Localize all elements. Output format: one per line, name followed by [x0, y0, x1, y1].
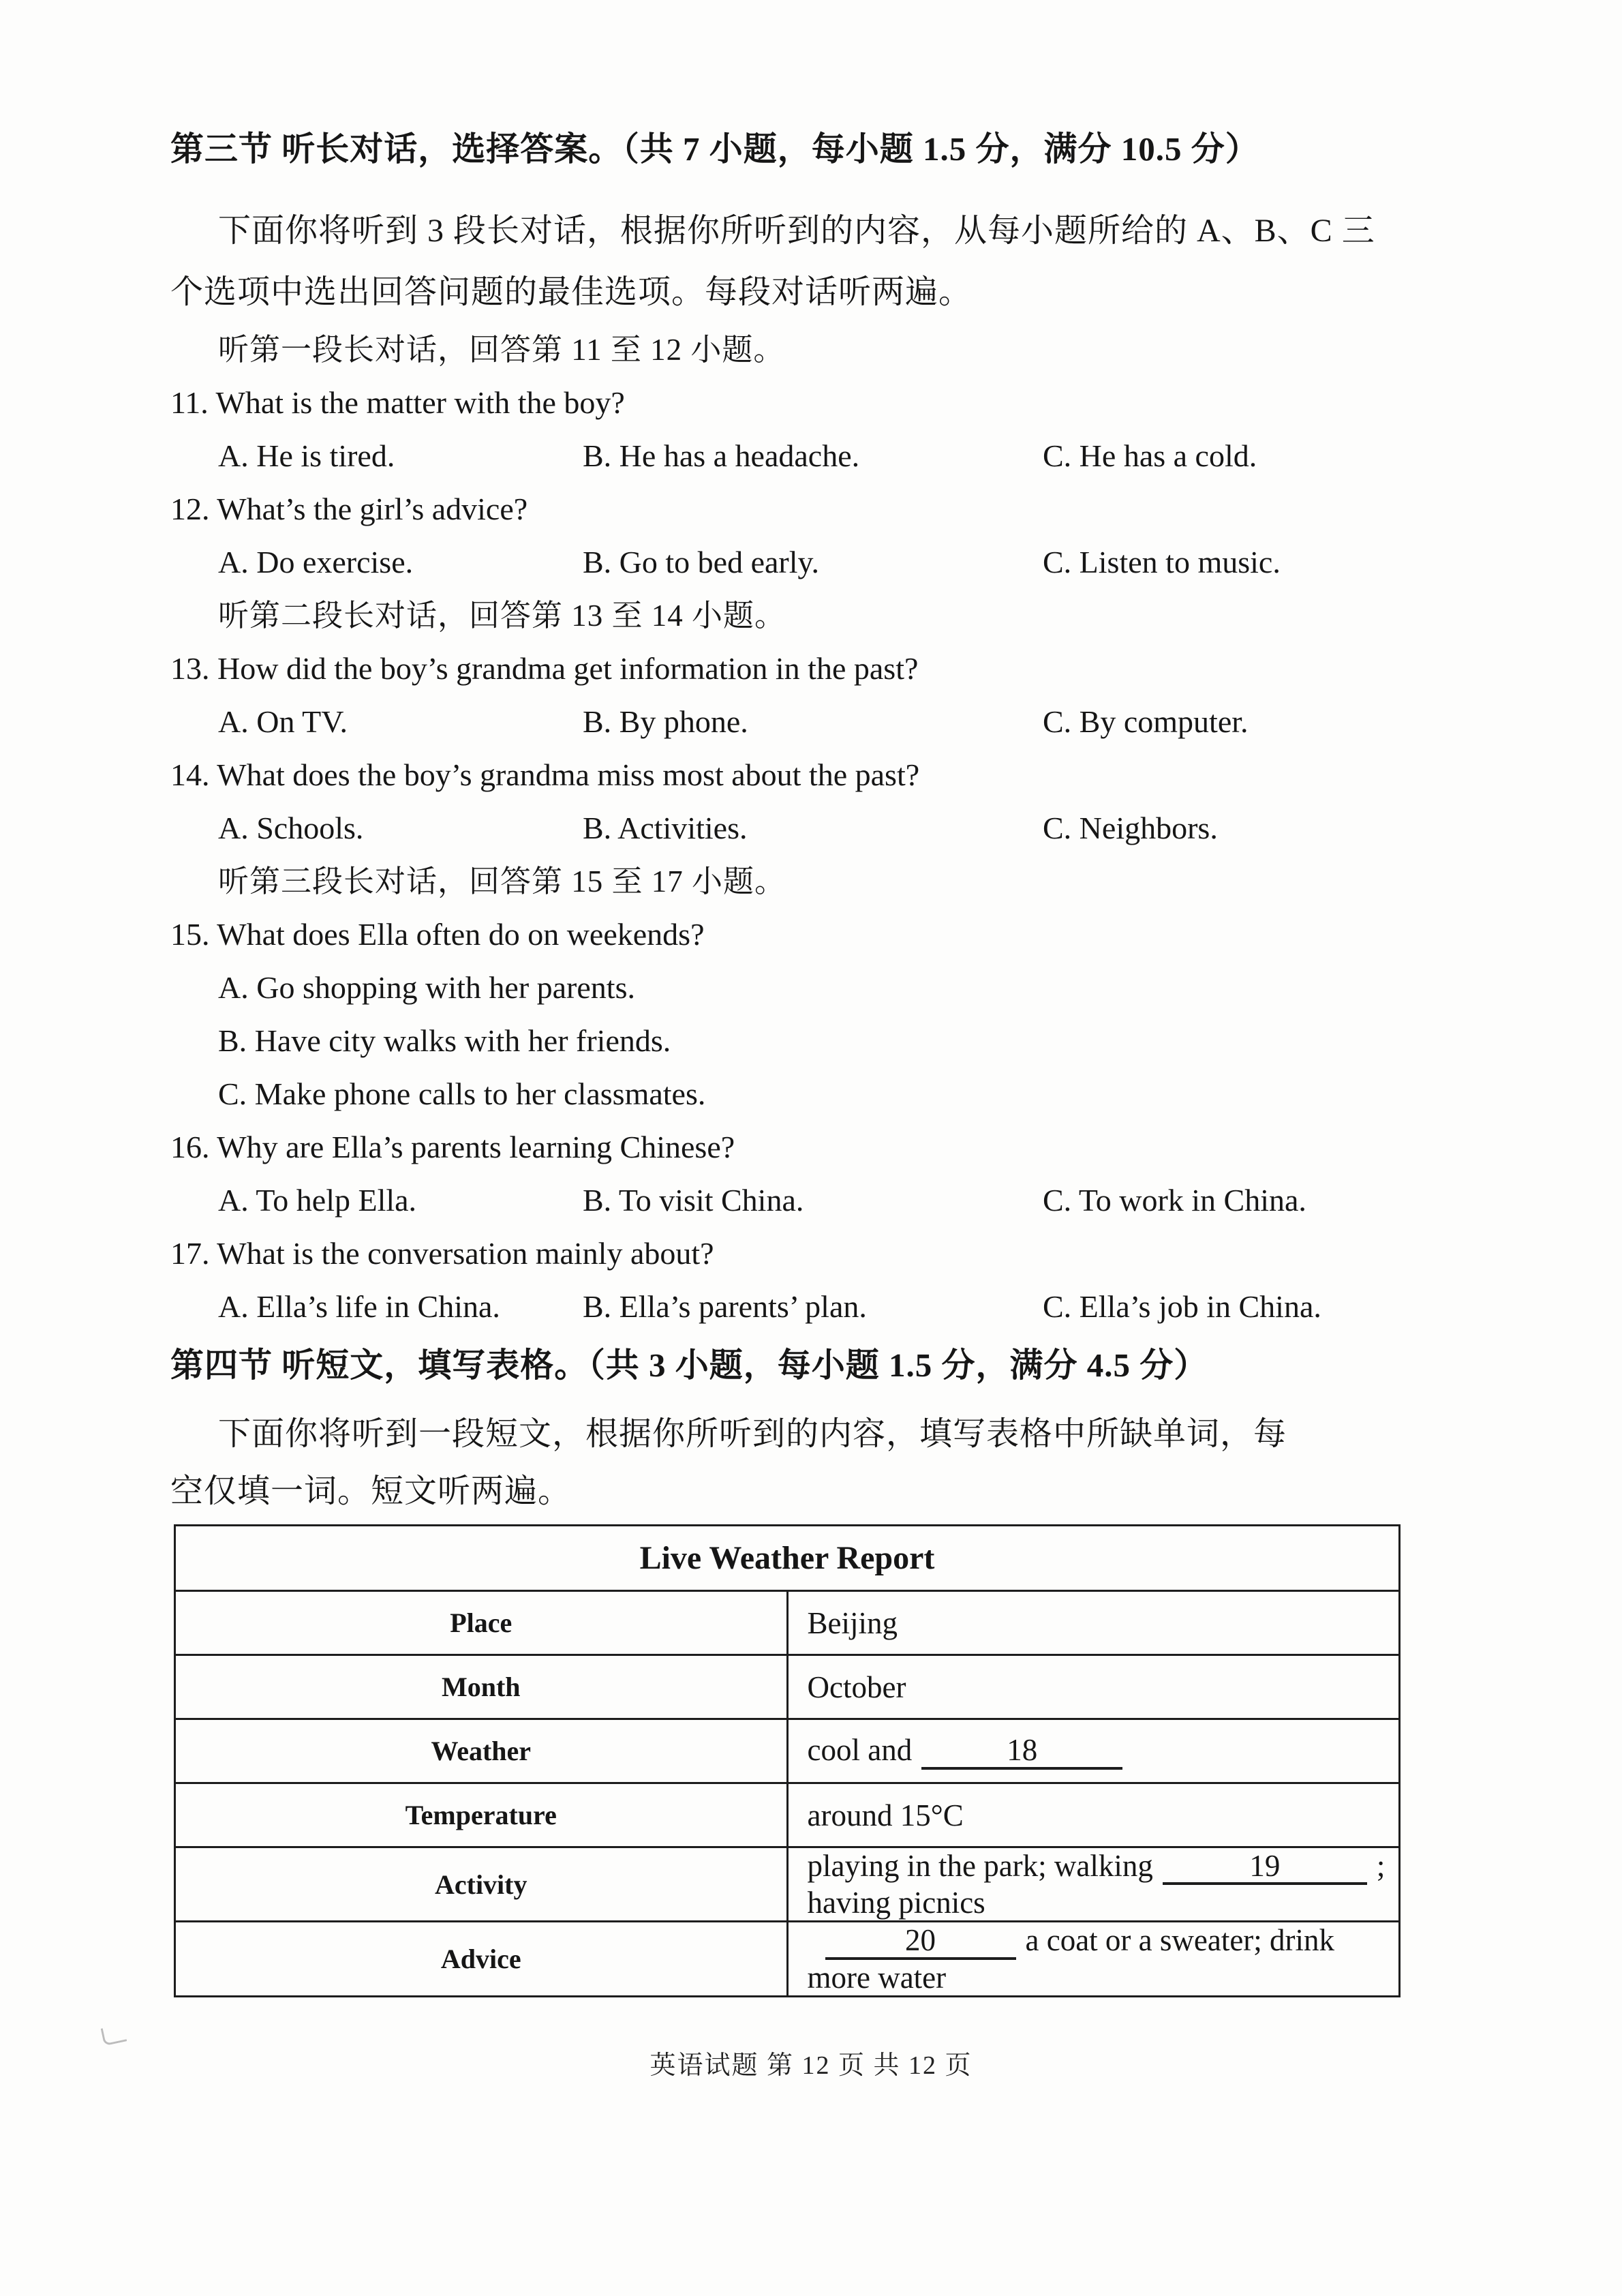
- question-13-options: [170, 695, 1465, 749]
- activity-text-pre: playing in the park; walking: [807, 1849, 1153, 1883]
- temperature-label: Temperature: [175, 1783, 788, 1847]
- question-15: 15. What does Ella often do on weekends?: [170, 917, 705, 952]
- advice-text-post: a coat or a sweater; drink more water: [807, 1923, 1335, 1995]
- q17-option-c: C. Ella’s job in China.: [1043, 1289, 1321, 1324]
- question-16-options: [170, 1174, 1465, 1227]
- month-value: October: [787, 1655, 1400, 1719]
- q13-option-a: A. On TV.: [218, 704, 348, 739]
- q17-option-b: B. Ella’s parents’ plan.: [583, 1289, 867, 1324]
- question-17-options: [170, 1280, 1465, 1333]
- dialog1-hint: 听第一段长对话，回答第 11 至 12 小题。: [218, 333, 785, 367]
- table-row-temperature: [175, 1783, 1400, 1847]
- table-row-activity: [175, 1847, 1400, 1922]
- q15-option-b: B. Have city walks with her friends.: [218, 1023, 671, 1058]
- q15-option-a: A. Go shopping with her parents.: [218, 970, 635, 1005]
- question-14: 14. What does the boy’s grandma miss most about the past?: [170, 757, 920, 792]
- table-row-month: [175, 1655, 1400, 1719]
- question-11: 11. What is the matter with the boy?: [170, 385, 625, 420]
- place-value: Beijing: [787, 1591, 1400, 1655]
- q11-option-c: C. He has a cold.: [1043, 438, 1257, 473]
- month-label: Month: [175, 1655, 788, 1719]
- weather-label: Weather: [175, 1719, 788, 1783]
- activity-label: Activity: [175, 1847, 788, 1922]
- answer-blank-19: 19: [1163, 1850, 1367, 1885]
- q16-option-b: B. To visit China.: [583, 1183, 804, 1218]
- section4-intro-line2: 空仅填一词。短文听两遍。: [170, 1473, 572, 1509]
- q14-option-b: B. Activities.: [583, 811, 748, 845]
- temperature-value: around 15°C: [787, 1783, 1400, 1847]
- advice-value: [787, 1922, 1400, 1996]
- dialog3-hint: 听第三段长对话，回答第 15 至 17 小题。: [218, 864, 786, 898]
- table-row-weather: [175, 1719, 1400, 1783]
- activity-value: [787, 1847, 1400, 1922]
- q16-option-a: A. To help Ella.: [218, 1183, 417, 1218]
- q12-option-c: C. Listen to music.: [1043, 545, 1281, 579]
- q13-option-b: B. By phone.: [583, 704, 748, 739]
- q13-option-c: C. By computer.: [1043, 704, 1249, 739]
- question-12: 12. What’s the girl’s advice?: [170, 492, 528, 526]
- question-11-options: [170, 429, 1465, 483]
- weather-text: cool and: [807, 1733, 913, 1768]
- q14-option-a: A. Schools.: [218, 811, 364, 845]
- page-footer: 英语试题 第 12 页 共 12 页: [649, 2051, 973, 2080]
- q11-option-b: B. He has a headache.: [583, 438, 860, 473]
- q15-option-c: C. Make phone calls to her classmates.: [218, 1076, 706, 1111]
- q12-option-a: A. Do exercise.: [218, 545, 414, 579]
- activity-text-post: ; having picnics: [807, 1849, 1386, 1920]
- q16-option-c: C. To work in China.: [1043, 1183, 1306, 1218]
- q11-option-a: A. He is tired.: [218, 438, 395, 473]
- question-12-options: [170, 536, 1465, 589]
- table-row-place: [175, 1591, 1400, 1655]
- advice-label: Advice: [175, 1922, 788, 1996]
- section4-intro-line1: 下面你将听到一段短文，根据你所听到的内容，填写表格中所缺单词，每: [218, 1416, 1287, 1452]
- section3-title: 第三节 听长对话，选择答案。（共 7 小题，每小题 1.5 分，满分 10.5 分）: [170, 130, 1259, 168]
- table-title: Live Weather Report: [175, 1526, 1400, 1591]
- q17-option-a: A. Ella’s life in China.: [218, 1289, 500, 1324]
- scan-mark: [101, 2024, 127, 2046]
- table-header-row: [175, 1526, 1400, 1591]
- answer-blank-18: 18: [921, 1734, 1122, 1769]
- section3-intro-line1: 下面你将听到 3 段长对话，根据你所听到的内容，从每小题所给的 A、B、C 三: [218, 213, 1375, 249]
- answer-blank-20: 20: [825, 1924, 1016, 1959]
- weather-value: [787, 1719, 1400, 1783]
- q14-option-c: C. Neighbors.: [1043, 811, 1218, 845]
- dialog2-hint: 听第二段长对话，回答第 13 至 14 小题。: [218, 599, 786, 633]
- question-16: 16. Why are Ella’s parents learning Chinese?: [170, 1130, 735, 1164]
- question-13: 13. How did the boy’s grandma get information in the past?: [170, 651, 919, 686]
- weather-report-table: [174, 1524, 1401, 1997]
- q12-option-b: B. Go to bed early.: [583, 545, 820, 579]
- section3-intro-line2: 个选项中选出回答问题的最佳选项。每段对话听两遍。: [170, 274, 973, 310]
- place-label: Place: [175, 1591, 788, 1655]
- question-17: 17. What is the conversation mainly about?: [170, 1236, 714, 1271]
- section4-title: 第四节 听短文，填写表格。（共 3 小题，每小题 1.5 分，满分 4.5 分）: [170, 1346, 1208, 1384]
- table-row-advice: [175, 1922, 1400, 1996]
- question-14-options: [170, 802, 1465, 855]
